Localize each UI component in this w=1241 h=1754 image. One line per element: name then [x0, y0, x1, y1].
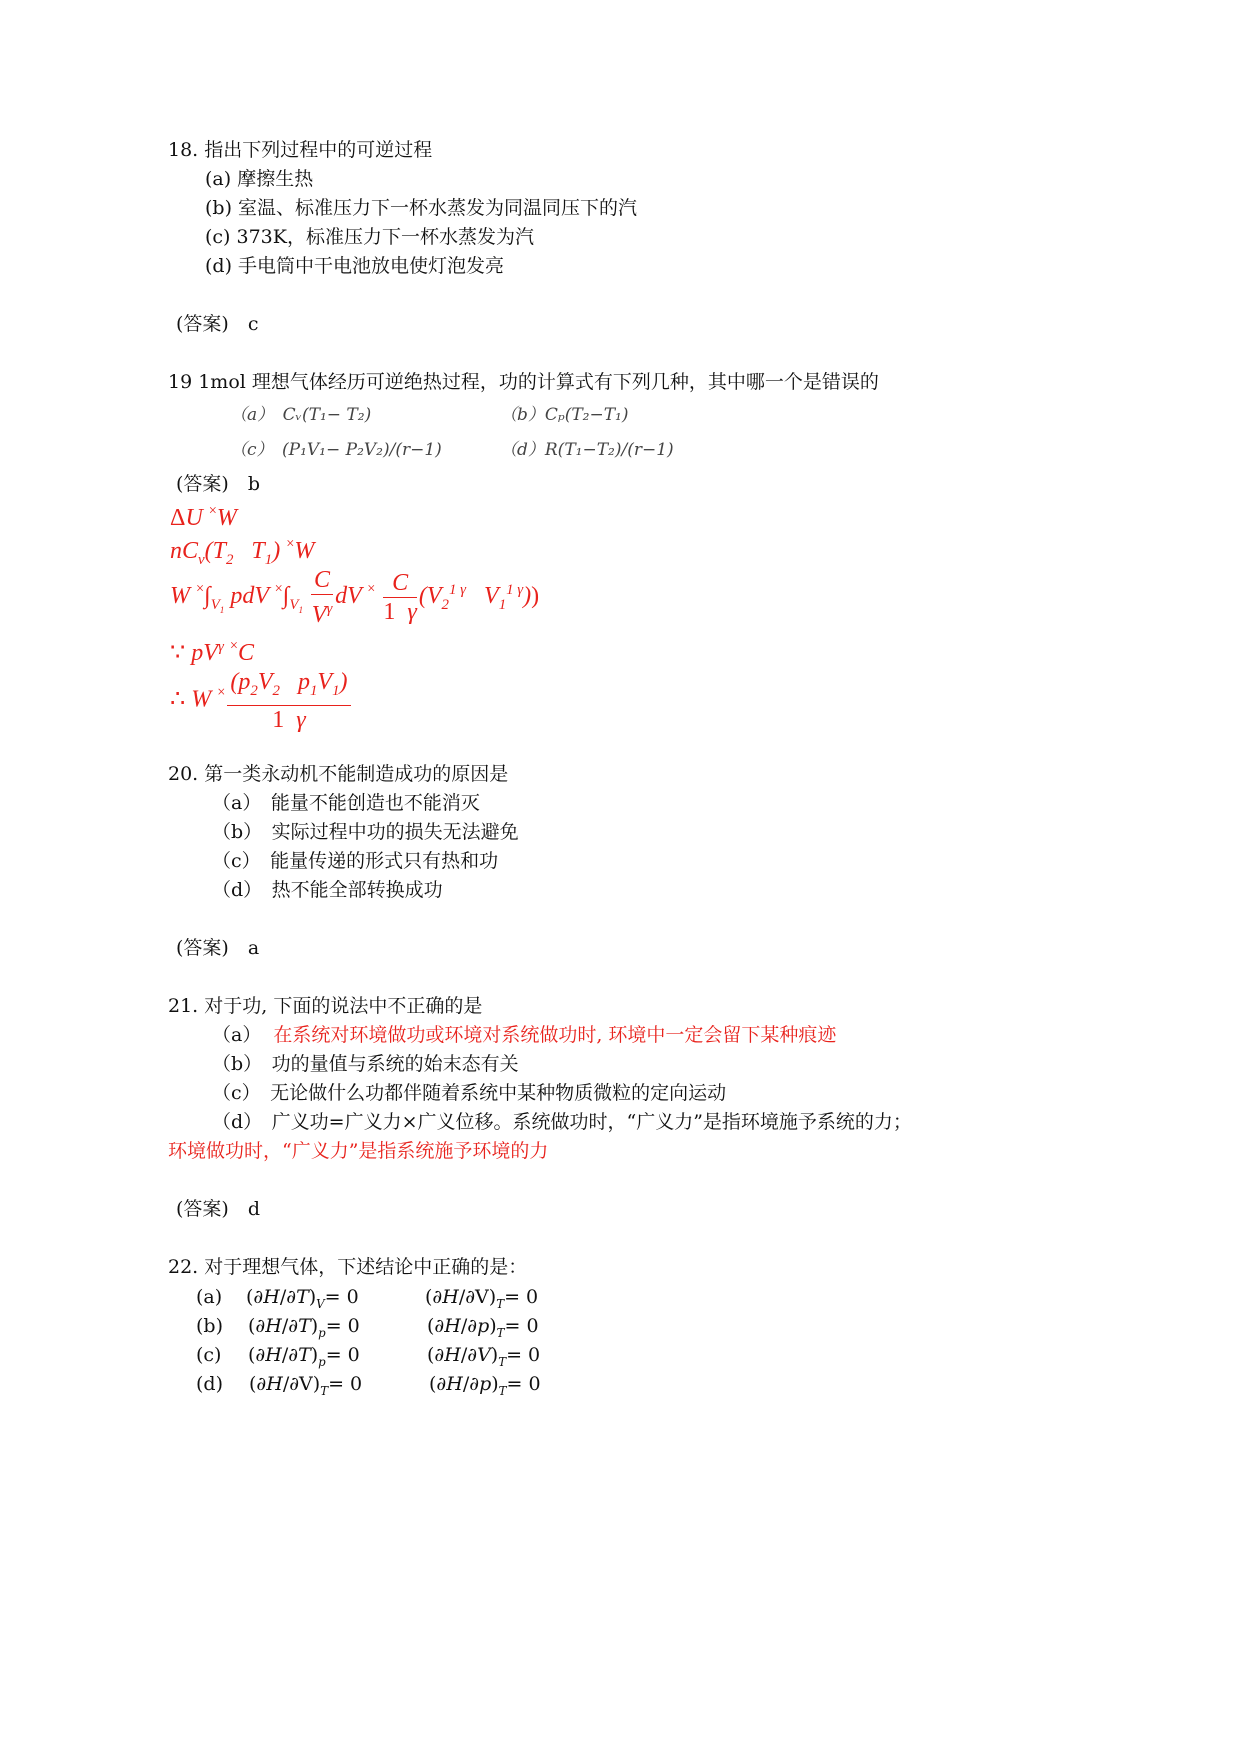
- q20-option-d: （d） 热不能全部转换成功: [212, 879, 443, 901]
- q18-option-a: (a) 摩擦生热: [205, 168, 314, 190]
- q19-option-b: （b）Cₚ(T₂−T₁): [500, 405, 629, 425]
- q20-answer: (答案) a: [176, 937, 260, 959]
- q22-option-b-expr2: $(\partial H/\partial p)_T= 0$: [427, 1315, 539, 1340]
- q20-title: 20. 第一类永动机不能制造成功的原因是: [168, 763, 509, 785]
- q22-option-c-expr2: $(\partial H/\partial V)_T= 0$: [427, 1344, 541, 1369]
- q22-option-c-label: (c): [196, 1344, 222, 1366]
- q22-option-d-label: (d): [196, 1373, 223, 1395]
- q18-answer: (答案) c: [176, 313, 259, 335]
- q19-option-d: （d）R(T₁−T₂)/(r−1): [500, 440, 674, 460]
- q18-option-d: (d) 手电筒中干电池放电使灯泡发亮: [205, 255, 505, 277]
- q22-option-b-expr1: $(\partial H/\partial T)_p= 0$: [248, 1315, 360, 1340]
- q21-option-d-continued: 环境做功时，“广义力”是指系统施予环境的力: [168, 1140, 549, 1162]
- q19-option-c: （c） (P₁V₁− P₂V₂)/(r−1): [230, 440, 442, 460]
- q22-option-a-expr2: $(\partial H/\partial V)_T= 0$: [425, 1286, 539, 1311]
- q21-title: 21. 对于功, 下面的说法中不正确的是: [168, 995, 483, 1017]
- q20-option-a: （a） 能量不能创造也不能消灭: [212, 792, 480, 814]
- derivation-line-2: $nC_v(T_2$ $T_1$) ×W: [170, 536, 315, 568]
- q22-title: 22. 对于理想气体，下述结论中正确的是：: [168, 1256, 528, 1278]
- derivation-line-1: ΔU ×W: [170, 503, 237, 531]
- q21-option-b: （b） 功的量值与系统的始末态有关: [212, 1053, 519, 1075]
- q22-option-c-expr1: $(\partial H/\partial T)_p= 0$: [248, 1344, 360, 1369]
- q21-option-d: （d） 广义功=广义力×广义位移。系统做功时，“广义力”是指环境施予系统的力；: [212, 1111, 912, 1133]
- q19-option-a: （a） Cᵥ(T₁− T₂): [230, 405, 372, 425]
- q21-option-a-text: 在系统对环境做功或环境对系统做功时, 环境中一定会留下某种痕迹: [273, 1024, 837, 1046]
- q21-answer: (答案) d: [176, 1198, 260, 1220]
- q18-title: 18. 指出下列过程中的可逆过程: [168, 139, 433, 161]
- q21-option-c: （c） 无论做什么功都伴随着系统中某种物质微粒的定向运动: [212, 1082, 727, 1104]
- q22-option-b-label: (b): [196, 1315, 223, 1337]
- q21-option-a: [212, 1022, 836, 1048]
- q22-option-d-expr2: $(\partial H/\partial p)_T= 0$: [429, 1373, 541, 1398]
- derivation-line-3: W $^\times\int_{V_1}$ pdV $^\times\int_{V_1}$ $\frac{C}{V^\gamma}$ dV × $\frac{C}{1 \gamma}$ ($V_2^{1 \gamma}$ $V_1^{1 \gamma}$)): [170, 567, 540, 628]
- q21-option-a-label: （a）: [212, 1024, 262, 1046]
- q20-option-b: （b） 实际过程中功的损失无法避免: [212, 821, 519, 843]
- q22-option-d-expr1: $(\partial H/\partial V)_T= 0$: [249, 1373, 363, 1398]
- q19-title: 19 1mol 理想气体经历可逆绝热过程，功的计算式有下列几种，其中哪一个是错误的: [168, 371, 879, 393]
- derivation-line-5: ∴ W × $\frac{(p_2V_2 p_1V_1)}{1 \gamma}$: [170, 668, 353, 734]
- q18-option-c: (c) 373K，标准压力下一杯水蒸发为汽: [205, 226, 534, 248]
- derivation-line-4: ∵ $pV^\gamma$ ×C: [170, 638, 254, 666]
- q18-option-b: (b) 室温、标准压力下一杯水蒸发为同温同压下的汽: [205, 197, 638, 219]
- q22-option-a-expr1: $(\partial H/\partial T)_V= 0$: [246, 1286, 359, 1311]
- q22-option-a-label: (a): [196, 1286, 223, 1308]
- q19-answer: (答案) b: [176, 473, 260, 495]
- q20-option-c: （c） 能量传递的形式只有热和功: [212, 850, 499, 872]
